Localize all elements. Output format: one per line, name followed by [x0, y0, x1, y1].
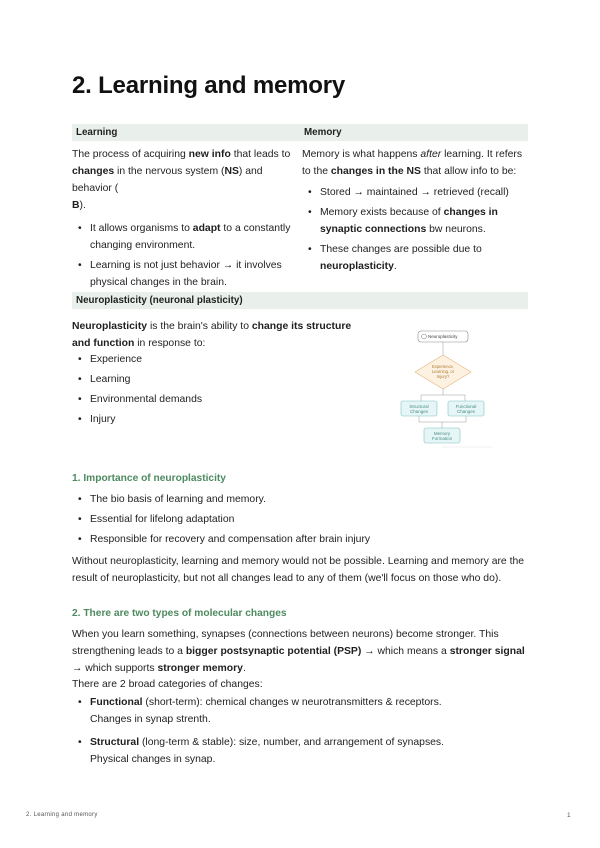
- memory-header: Memory: [304, 127, 342, 138]
- list-item: • These changes are possible due to neuroplasticity.: [302, 241, 528, 275]
- table-header-row: [72, 124, 528, 141]
- list-item: • Learning is not just behavior → it involves physical changes in the brain.: [72, 257, 298, 291]
- flowchart-memory-line-1: Memory: [433, 431, 451, 436]
- importance-paragraph: Without neuroplasticity, learning and memory would not be possible. Learning and memory are the result of neuroplasticity, but not all changes lead to any of them (we'll focus on those who do).: [72, 556, 525, 584]
- flowchart-top-label: Neuroplasticity: [428, 334, 458, 339]
- importance-heading: 1. Importance of neuroplasticity: [72, 473, 226, 484]
- list-item: • Learning: [72, 371, 322, 388]
- table-body-row: [72, 141, 528, 291]
- neuroplasticity-flowchart: [398, 325, 492, 455]
- learning-definition: The process of acquiring new info that leads to changes in the nervous system (NS) and behavior ( B).: [72, 149, 291, 211]
- flowchart-functional-line-2: Changes: [456, 409, 476, 414]
- categories-bullets: [72, 694, 528, 771]
- importance-bullets: [72, 491, 528, 551]
- list-item: • Responsible for recovery and compensation after brain injury: [72, 531, 528, 548]
- flowchart-decision-line-1: Experience,: [431, 364, 455, 369]
- list-item: • It allows organisms to adapt to a constantly changing environment.: [72, 220, 298, 254]
- neuroplasticity-triggers-list: [72, 351, 322, 431]
- list-item: • Memory exists because of changes in synaptic connections bw neurons.: [302, 204, 528, 238]
- list-item: • Injury: [72, 411, 322, 428]
- list-item: • The bio basis of learning and memory.: [72, 491, 528, 508]
- list-item: • Experience: [72, 351, 322, 368]
- flowchart-decision-line-2: Learning, or: [431, 369, 455, 374]
- list-item: • Functional (short-term): chemical changes w neurotransmitters & receptors. Changes in synap strenth.: [72, 694, 528, 728]
- memory-definition: Memory is what happens after learning. It refers to the changes in the NS that allow info to be:: [302, 149, 523, 177]
- page-title: 2. Learning and memory: [72, 72, 346, 99]
- molecular-heading: 2. There are two types of molecular changes: [72, 608, 287, 619]
- learning-bullets: [72, 220, 298, 291]
- list-item: • Environmental demands: [72, 391, 322, 408]
- flowchart-structural-line-2: Changes: [409, 409, 429, 414]
- neuroplasticity-section-header: Neuroplasticity (neuronal plasticity): [72, 292, 528, 309]
- list-item: • Structural (long-term & stable): size, number, and arrangement of synapses. Physical changes in synap.: [72, 734, 528, 768]
- page-number: 1: [567, 812, 571, 819]
- neuroplasticity-definition: Neuroplasticity is the brain's ability to change its structure and function in response to:: [72, 321, 352, 349]
- molecular-paragraph: When you learn something, synapses (connections between neurons) become stronger. This strengthening leads to a bigger postsynaptic potential (PSP) → which means a stronger signal → which supports stronger memory.: [72, 629, 525, 674]
- flowchart-structural-line-1: Structural: [409, 404, 429, 409]
- list-item: • Stored → maintained → retrieved (recall): [302, 184, 528, 201]
- learning-memory-table: [72, 124, 528, 291]
- memory-bullets: [302, 184, 528, 275]
- flowchart-memory-line-2: Formation: [431, 436, 453, 441]
- learning-column: [72, 141, 298, 291]
- flowchart-functional-line-1: Functional: [455, 404, 477, 409]
- learning-header: Learning: [76, 127, 118, 138]
- flowchart-decision-line-3: Injury?: [436, 374, 450, 379]
- categories-intro: There are 2 broad categories of changes:: [72, 679, 263, 690]
- list-item: • Essential for lifelong adaptation: [72, 511, 528, 528]
- memory-column: [298, 141, 528, 291]
- footer-title: 2. Learning and memory: [26, 812, 98, 818]
